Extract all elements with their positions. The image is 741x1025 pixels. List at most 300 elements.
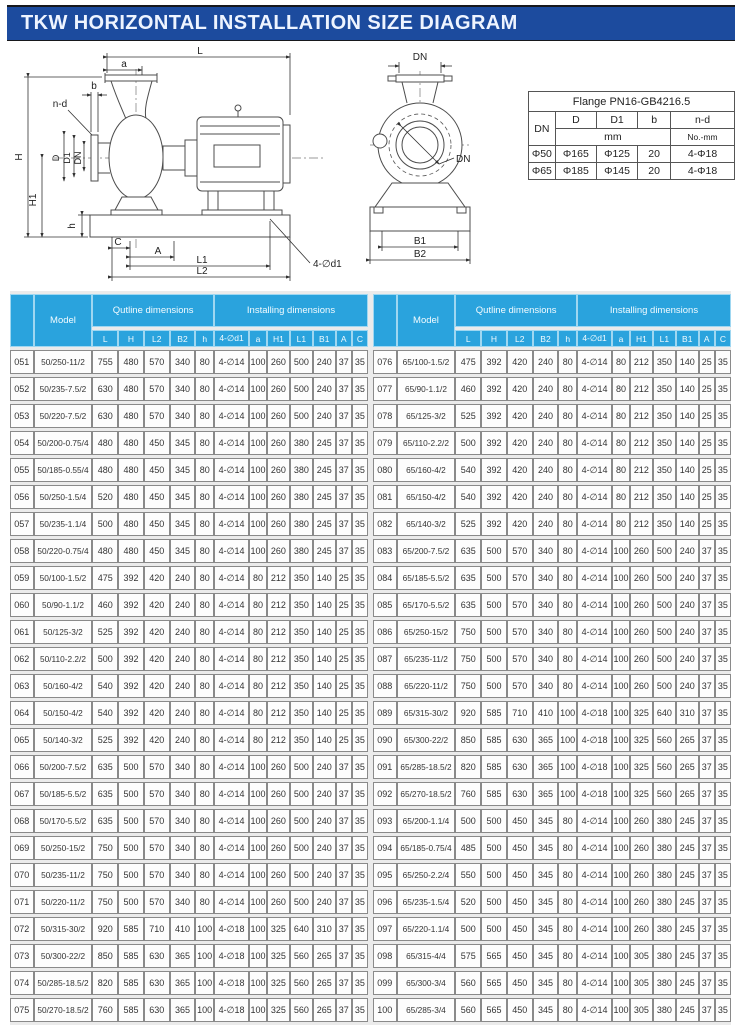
dimension-cell: 4-∅14 xyxy=(577,917,612,941)
dimension-cell: 4-∅14 xyxy=(214,485,249,509)
motor-foot xyxy=(208,191,218,210)
dimension-cell: 100 xyxy=(612,755,630,779)
dimension-cell: 450 xyxy=(507,863,533,887)
dimension-cell: 345 xyxy=(533,998,559,1022)
dimension-cell: 37 xyxy=(699,998,715,1022)
dim-label-h: h xyxy=(67,223,78,229)
dimension-cell: 80 xyxy=(249,674,267,698)
dimension-cell: 500 xyxy=(481,890,507,914)
dimension-cell: 80 xyxy=(195,674,214,698)
dimension-cell: 35 xyxy=(715,566,731,590)
dimension-cell: 340 xyxy=(170,782,196,806)
dimension-cell: 140 xyxy=(676,458,699,482)
page-title: TKW HORIZONTAL INSTALLATION SIZE DIAGRAM xyxy=(21,12,518,34)
dimension-cell: 500 xyxy=(455,431,481,455)
dimension-cell: 350 xyxy=(653,485,676,509)
model-cell: 65/170-5.5/2 xyxy=(397,593,456,617)
row-number-cell: 086 xyxy=(373,620,397,644)
dimension-cell: 80 xyxy=(195,809,214,833)
dimension-cell: 245 xyxy=(313,512,336,536)
dimension-cell: 4-∅14 xyxy=(214,431,249,455)
dimension-cell: 212 xyxy=(630,458,653,482)
dimension-cell: 540 xyxy=(92,701,118,725)
dimension-cell: 37 xyxy=(699,809,715,833)
row-number-cell: 065 xyxy=(10,728,34,752)
dimension-cell: 240 xyxy=(676,566,699,590)
dimension-cell: 392 xyxy=(481,512,507,536)
table-row xyxy=(10,782,368,806)
dimension-cell: 480 xyxy=(118,350,144,374)
dimension-cell: 100 xyxy=(195,971,214,995)
dimension-cell: 80 xyxy=(195,350,214,374)
dimension-cell: 240 xyxy=(170,647,196,671)
dimension-cell: 570 xyxy=(144,755,170,779)
dimension-cell: 37 xyxy=(336,404,352,428)
dimension-cell: 245 xyxy=(676,998,699,1022)
dimension-cell: 4-∅14 xyxy=(577,971,612,995)
dimension-cell: 80 xyxy=(558,917,577,941)
dimension-cell: 380 xyxy=(653,890,676,914)
dimension-cell: 37 xyxy=(336,971,352,995)
dimension-cell: 37 xyxy=(699,755,715,779)
dimension-cell: 260 xyxy=(630,674,653,698)
column-header: C xyxy=(715,330,731,347)
dimension-cell: 585 xyxy=(118,971,144,995)
dimension-cell: 560 xyxy=(290,944,313,968)
dimension-cell: 380 xyxy=(653,998,676,1022)
dimension-cell: 750 xyxy=(92,890,118,914)
flange-table-title: Flange PN16-GB4216.5 xyxy=(529,92,735,112)
dimension-cell: 260 xyxy=(267,350,290,374)
dimension-cell: 260 xyxy=(630,863,653,887)
dimension-cell: 25 xyxy=(336,701,352,725)
dimension-cell: 4-∅18 xyxy=(577,701,612,725)
table-row xyxy=(373,836,731,860)
dimension-cell: 260 xyxy=(267,863,290,887)
dimension-cell: 37 xyxy=(699,890,715,914)
dimension-cell: 4-∅18 xyxy=(577,728,612,752)
dimension-cell: 245 xyxy=(313,485,336,509)
table-row xyxy=(373,998,731,1022)
dimension-cell: 392 xyxy=(118,620,144,644)
dimension-cell: 570 xyxy=(507,566,533,590)
dimension-cell: 345 xyxy=(170,431,196,455)
row-number-cell: 077 xyxy=(373,377,397,401)
model-cell: 50/125-3/2 xyxy=(34,620,93,644)
dimension-cell: 100 xyxy=(195,998,214,1022)
dimension-cell: 80 xyxy=(558,431,577,455)
model-cell: 50/220-0.75/4 xyxy=(34,539,93,563)
dimension-cell: 35 xyxy=(715,350,731,374)
dimension-cell: 4-∅14 xyxy=(214,755,249,779)
dimension-cell: 37 xyxy=(699,728,715,752)
dimension-cell: 100 xyxy=(249,809,267,833)
dimension-cell: 35 xyxy=(352,917,368,941)
table-row xyxy=(373,863,731,887)
dimension-cell: 80 xyxy=(612,404,630,428)
table-row xyxy=(10,458,368,482)
row-number-cell: 097 xyxy=(373,917,397,941)
inlet-neck xyxy=(111,81,126,119)
table-row xyxy=(10,863,368,887)
dimension-cell: 565 xyxy=(481,998,507,1022)
dimension-cell: 345 xyxy=(533,836,559,860)
dimension-cell: 760 xyxy=(92,998,118,1022)
dimension-cell: 35 xyxy=(715,809,731,833)
dimension-cell: 350 xyxy=(653,377,676,401)
dimension-cell: 4-∅18 xyxy=(214,944,249,968)
dimension-cell: 350 xyxy=(653,458,676,482)
model-cell: 50/220-11/2 xyxy=(34,890,93,914)
dimension-cell: 4-∅14 xyxy=(214,647,249,671)
flange-spec-table xyxy=(528,91,735,180)
dimension-cell: 260 xyxy=(267,755,290,779)
dimension-cell: 37 xyxy=(336,809,352,833)
dimension-cell: 450 xyxy=(507,998,533,1022)
dimension-cell: 80 xyxy=(195,458,214,482)
dimension-cell: 100 xyxy=(249,350,267,374)
dimension-cell: 212 xyxy=(267,647,290,671)
dimension-cell: 80 xyxy=(195,620,214,644)
dimension-cell: 35 xyxy=(715,620,731,644)
dimension-cell: 80 xyxy=(558,620,577,644)
row-number-cell: 064 xyxy=(10,701,34,725)
dimension-cell: 80 xyxy=(195,890,214,914)
row-number-cell: 073 xyxy=(10,944,34,968)
dimension-cell: 630 xyxy=(507,728,533,752)
dimension-cell: 760 xyxy=(455,782,481,806)
dimension-cell: 475 xyxy=(455,350,481,374)
dimension-cell: 25 xyxy=(699,431,715,455)
dimension-cell: 140 xyxy=(313,647,336,671)
dimension-cell: 37 xyxy=(699,566,715,590)
dimension-cell: 500 xyxy=(481,917,507,941)
dimension-cell: 340 xyxy=(533,593,559,617)
dimension-cell: 500 xyxy=(481,620,507,644)
table-row xyxy=(529,163,735,180)
dimension-cell: 392 xyxy=(481,431,507,455)
dimension-cell: 240 xyxy=(313,350,336,374)
dimension-cell: 35 xyxy=(352,458,368,482)
dimension-cell: 240 xyxy=(170,674,196,698)
dimension-cell: 420 xyxy=(144,593,170,617)
dimension-cell: 100 xyxy=(612,971,630,995)
dimension-cell: 260 xyxy=(630,917,653,941)
model-cell: 50/235-7.5/2 xyxy=(34,377,93,401)
dimension-cell: 750 xyxy=(455,674,481,698)
dimension-cell: 260 xyxy=(267,404,290,428)
column-header: H xyxy=(118,330,144,347)
dimension-cell: 420 xyxy=(144,566,170,590)
dimension-cell: 450 xyxy=(144,512,170,536)
dimension-cell: 560 xyxy=(290,971,313,995)
dimension-cell: 635 xyxy=(455,539,481,563)
dimension-cell: 340 xyxy=(533,620,559,644)
dimension-cell: 35 xyxy=(715,674,731,698)
model-cell: 50/140-3/2 xyxy=(34,728,93,752)
dimension-cell: 4-∅14 xyxy=(577,998,612,1022)
installing-group-header: Installing dimensions xyxy=(214,294,368,327)
dimension-cell: 80 xyxy=(612,350,630,374)
dimension-cell: 420 xyxy=(144,674,170,698)
corner-header xyxy=(373,294,397,347)
dimension-cell: 365 xyxy=(533,755,559,779)
dimension-cell: 380 xyxy=(290,458,313,482)
dimension-cell: 37 xyxy=(336,431,352,455)
dimension-cell: 80 xyxy=(195,863,214,887)
dimension-cell: 540 xyxy=(455,485,481,509)
dimension-cell: 500 xyxy=(290,404,313,428)
dimension-cell: 37 xyxy=(336,377,352,401)
model-cell: 50/285-18.5/2 xyxy=(34,971,93,995)
dimension-cell: 500 xyxy=(290,890,313,914)
row-number-cell: 079 xyxy=(373,431,397,455)
dimension-cell: 500 xyxy=(481,647,507,671)
table-row xyxy=(10,755,368,779)
dimension-cell: 340 xyxy=(170,404,196,428)
flange-col-b: b xyxy=(638,112,671,129)
dimension-cell: 35 xyxy=(352,539,368,563)
table-row xyxy=(10,512,368,536)
dimension-table-left xyxy=(10,291,368,1025)
dimension-cell: 37 xyxy=(699,647,715,671)
dimension-cell: 35 xyxy=(352,350,368,374)
table-row xyxy=(373,431,731,455)
dimension-cell: 80 xyxy=(558,377,577,401)
dimension-cell: 140 xyxy=(313,566,336,590)
dimension-cell: 560 xyxy=(455,971,481,995)
column-header: L1 xyxy=(290,330,313,347)
dimension-cell: 37 xyxy=(336,485,352,509)
dimension-cell: 565 xyxy=(481,971,507,995)
dimension-cell: 265 xyxy=(313,998,336,1022)
column-header: B2 xyxy=(170,330,196,347)
dimension-cell: 365 xyxy=(170,998,196,1022)
dimension-cell: 4-∅18 xyxy=(214,917,249,941)
dimension-cell: 560 xyxy=(455,998,481,1022)
dimension-cell: 585 xyxy=(481,701,507,725)
flange-value-cell: 4-Φ18 xyxy=(671,146,735,163)
dimension-cell: 100 xyxy=(195,917,214,941)
corner-header xyxy=(10,294,34,347)
table-row xyxy=(373,755,731,779)
dim-label-C: C xyxy=(114,237,122,248)
dimension-cell: 260 xyxy=(267,458,290,482)
dimension-cell: 35 xyxy=(715,890,731,914)
model-cell: 65/250-15/2 xyxy=(397,620,456,644)
dimension-cell: 35 xyxy=(715,836,731,860)
dimension-cell: 80 xyxy=(195,701,214,725)
dimension-cell: 240 xyxy=(313,863,336,887)
dimension-cell: 37 xyxy=(336,512,352,536)
dimension-cell: 4-∅14 xyxy=(214,836,249,860)
model-cell: 50/235-11/2 xyxy=(34,863,93,887)
dimension-cell: 4-∅14 xyxy=(577,620,612,644)
dimension-cell: 35 xyxy=(715,485,731,509)
dimension-cell: 345 xyxy=(170,539,196,563)
model-cell: 50/185-0.55/4 xyxy=(34,458,93,482)
dimension-cell: 4-∅14 xyxy=(577,377,612,401)
dimension-cell: 35 xyxy=(352,809,368,833)
dimension-cell: 80 xyxy=(249,728,267,752)
dimension-cell: 37 xyxy=(699,836,715,860)
dimension-cell: 350 xyxy=(653,350,676,374)
dimension-cell: 100 xyxy=(249,782,267,806)
dimension-cell: 325 xyxy=(630,782,653,806)
dimension-cell: 140 xyxy=(676,512,699,536)
dimension-cell: 140 xyxy=(313,593,336,617)
dimension-cell: 80 xyxy=(558,458,577,482)
outline-group-header: Qutline dimensions xyxy=(92,294,214,327)
dimension-cell: 540 xyxy=(92,674,118,698)
dimension-cell: 80 xyxy=(195,755,214,779)
dimension-cell: 560 xyxy=(653,755,676,779)
dimension-cell: 100 xyxy=(558,782,577,806)
dimension-cell: 212 xyxy=(267,674,290,698)
dimension-cell: 80 xyxy=(612,377,630,401)
column-header: a xyxy=(249,330,267,347)
dimension-cell: 340 xyxy=(170,890,196,914)
table-row xyxy=(373,917,731,941)
dimension-cell: 240 xyxy=(313,755,336,779)
dimension-cell: 380 xyxy=(653,809,676,833)
dimension-cell: 35 xyxy=(352,620,368,644)
dimension-cell: 37 xyxy=(336,890,352,914)
dimension-cell: 100 xyxy=(612,809,630,833)
dimension-cell: 920 xyxy=(455,701,481,725)
dimension-cell: 310 xyxy=(676,701,699,725)
dimension-cell: 80 xyxy=(195,404,214,428)
column-header: C xyxy=(352,330,368,347)
dimension-cell: 450 xyxy=(507,809,533,833)
dimension-cell: 35 xyxy=(715,512,731,536)
dimension-cell: 260 xyxy=(267,836,290,860)
dimension-cell: 100 xyxy=(249,917,267,941)
dimension-cell: 260 xyxy=(267,782,290,806)
dimension-cell: 240 xyxy=(313,782,336,806)
dimension-cell: 25 xyxy=(336,566,352,590)
table-row xyxy=(373,647,731,671)
dim-label-4-d1: 4-∅d1 xyxy=(313,259,342,270)
model-cell: 50/160-4/2 xyxy=(34,674,93,698)
dimension-cell: 480 xyxy=(118,539,144,563)
dimension-cell: 480 xyxy=(118,512,144,536)
dimension-cell: 37 xyxy=(699,593,715,617)
pump-front-view-drawing xyxy=(352,45,542,291)
dimension-cell: 585 xyxy=(118,944,144,968)
model-cell: 50/185-5.5/2 xyxy=(34,782,93,806)
dimension-cell: 500 xyxy=(481,863,507,887)
dimension-cell: 265 xyxy=(313,944,336,968)
dimension-cell: 635 xyxy=(92,782,118,806)
model-cell: 65/90-1.1/2 xyxy=(397,377,456,401)
dimension-cell: 630 xyxy=(92,404,118,428)
dimension-cell: 4-∅18 xyxy=(577,782,612,806)
table-row xyxy=(10,971,368,995)
dimension-cell: 640 xyxy=(653,701,676,725)
dimension-cell: 340 xyxy=(533,566,559,590)
dim-label-L: L xyxy=(197,46,203,57)
dimension-cell: 100 xyxy=(249,755,267,779)
dimension-cell: 500 xyxy=(118,782,144,806)
dimension-cell: 100 xyxy=(612,674,630,698)
row-number-cell: 059 xyxy=(10,566,34,590)
dimension-cell: 480 xyxy=(118,404,144,428)
dimension-cell: 35 xyxy=(352,701,368,725)
dimension-cell: 100 xyxy=(249,512,267,536)
dimension-cell: 500 xyxy=(290,809,313,833)
dimension-cell: 750 xyxy=(455,647,481,671)
row-number-cell: 051 xyxy=(10,350,34,374)
dimension-cell: 37 xyxy=(336,458,352,482)
dimension-cell: 630 xyxy=(144,944,170,968)
dimension-cell: 305 xyxy=(630,944,653,968)
dimension-cell: 570 xyxy=(507,647,533,671)
dimension-cell: 570 xyxy=(144,809,170,833)
dimension-cell: 37 xyxy=(336,944,352,968)
table-row xyxy=(10,431,368,455)
dim-label-H: H xyxy=(14,153,25,161)
dimension-cell: 260 xyxy=(630,593,653,617)
flange-value-cell: 4-Φ18 xyxy=(671,163,735,180)
row-number-cell: 055 xyxy=(10,458,34,482)
dimension-cell: 500 xyxy=(653,593,676,617)
dimension-cell: 240 xyxy=(676,647,699,671)
dimension-cell: 35 xyxy=(352,944,368,968)
table-row xyxy=(373,620,731,644)
dimension-cell: 420 xyxy=(507,458,533,482)
dimension-cell: 240 xyxy=(533,350,559,374)
dimension-cell: 4-∅14 xyxy=(577,404,612,428)
dimension-cell: 260 xyxy=(267,539,290,563)
dimension-cell: 420 xyxy=(507,485,533,509)
dim-label-DN-bore: DN xyxy=(456,154,471,165)
dimension-cell: 260 xyxy=(267,431,290,455)
dimension-cell: 4-∅14 xyxy=(214,593,249,617)
dimension-cell: 570 xyxy=(144,404,170,428)
dimension-cell: 240 xyxy=(533,458,559,482)
row-number-cell: 087 xyxy=(373,647,397,671)
dimension-cell: 100 xyxy=(249,944,267,968)
dimension-cell: 35 xyxy=(352,404,368,428)
column-header: H1 xyxy=(267,330,290,347)
dimension-cell: 35 xyxy=(715,404,731,428)
dimension-cell: 392 xyxy=(118,674,144,698)
flange-unit-mm: mm xyxy=(555,129,670,146)
dimension-cell: 240 xyxy=(676,674,699,698)
dimension-cell: 100 xyxy=(195,944,214,968)
dimension-cell: 35 xyxy=(715,971,731,995)
dimension-cell: 80 xyxy=(195,836,214,860)
table-row xyxy=(373,890,731,914)
dimension-cell: 80 xyxy=(558,674,577,698)
dimension-cell: 570 xyxy=(144,350,170,374)
model-cell: 50/300-22/2 xyxy=(34,944,93,968)
dimension-cell: 365 xyxy=(170,971,196,995)
row-number-cell: 099 xyxy=(373,971,397,995)
dimension-cell: 500 xyxy=(653,566,676,590)
row-number-cell: 094 xyxy=(373,836,397,860)
dimension-cell: 35 xyxy=(352,971,368,995)
dimension-cell: 500 xyxy=(455,917,481,941)
dimension-cell: 100 xyxy=(612,944,630,968)
dimension-cell: 35 xyxy=(715,998,731,1022)
row-number-cell: 080 xyxy=(373,458,397,482)
dimension-cell: 240 xyxy=(676,539,699,563)
column-header: B2 xyxy=(533,330,559,347)
dim-label-B2: B2 xyxy=(413,249,427,260)
dimension-cell: 480 xyxy=(118,485,144,509)
